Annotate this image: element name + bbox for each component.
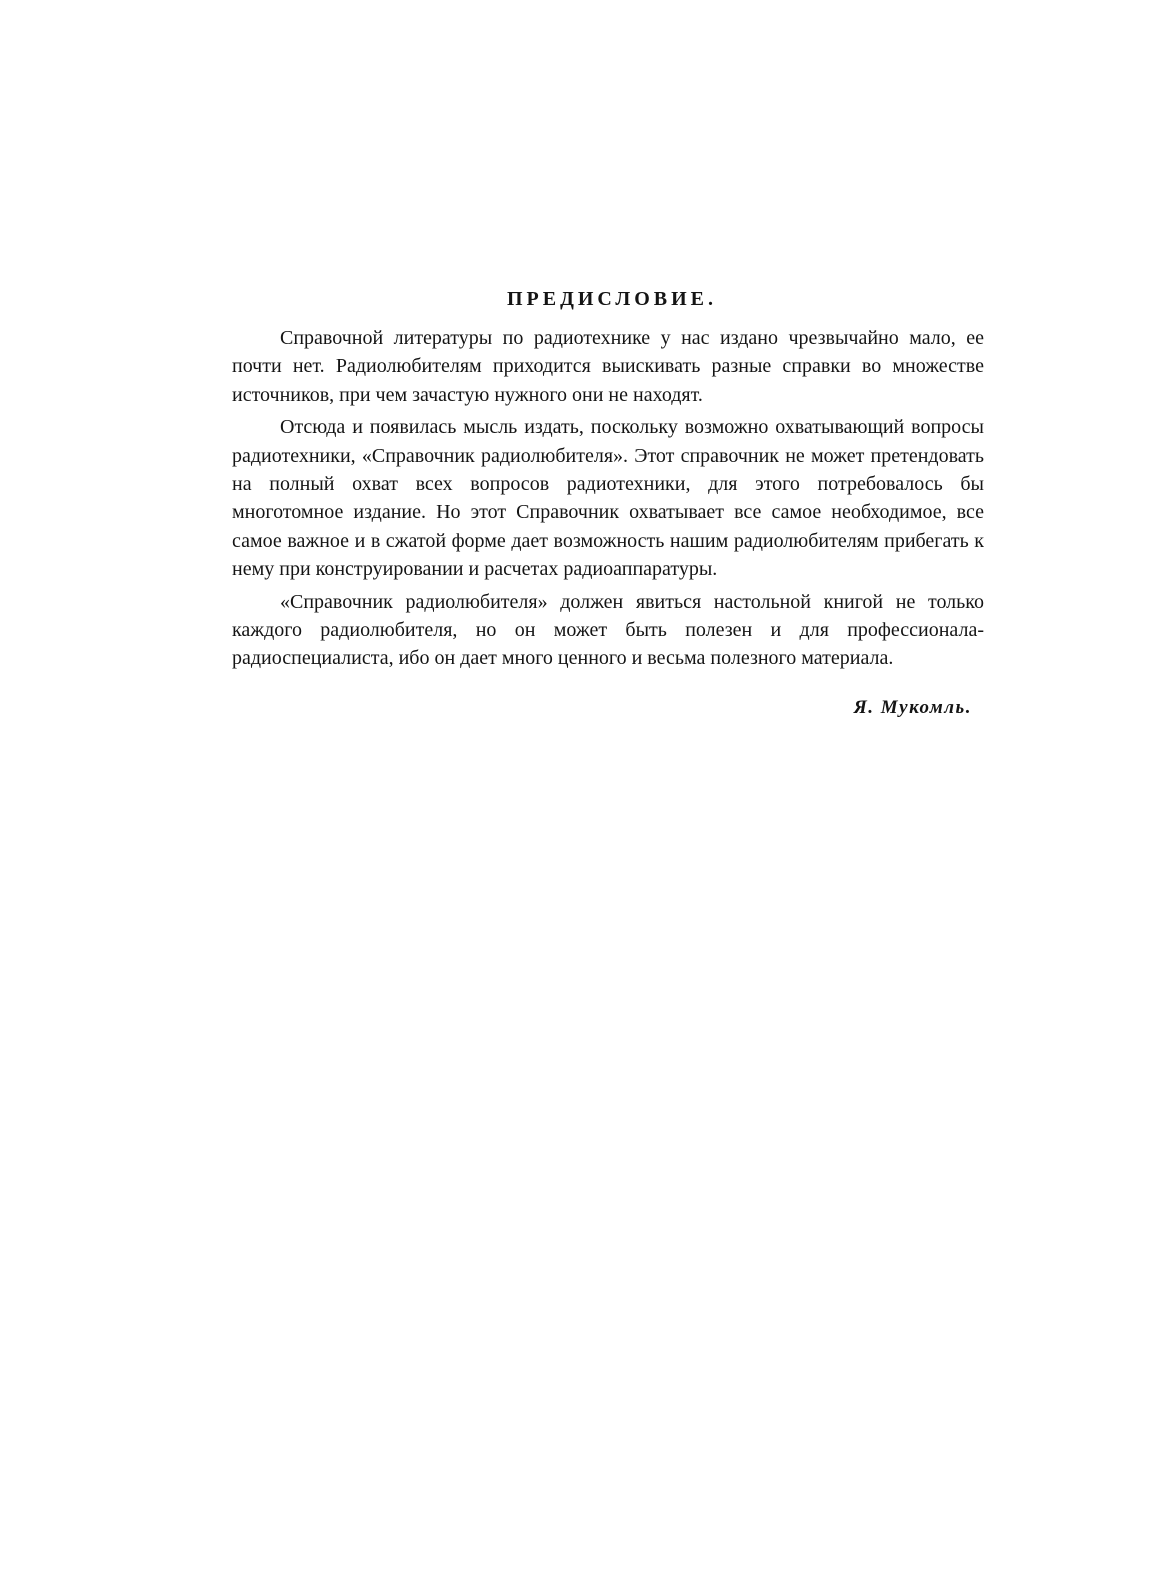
paragraph: Справочной литературы по радиотехнике у нас издано чрезвычайно мало, ее почти нет. Радиолюбителям приходится выискивать разные справки во множестве источников, при чем зачастую нужного они не находят. — [232, 327, 984, 406]
paragraph: Отсюда и появилась мысль издать, поскольку возможно охватывающий вопросы радиотехники, «Справочник радиолюбителя». Этот справочник не может претендовать на полный охват всех вопросов радиотехники, для этого потребовалось бы многотомное издание. Но этот Справочник охватывает все самое необходимое, все самое важное и в сжатой форме дает возможность нашим радиолюбителям прибегать к нему при конструировании и расчетах радиоаппаратуры. — [232, 416, 984, 581]
preface-block — [232, 286, 984, 719]
author-signature: Я. Мукомль. — [853, 696, 972, 718]
page-title: ПРЕДИСЛОВИЕ. — [506, 288, 718, 310]
paragraph: «Справочник радиолюбителя» должен явиться настольной книгой не только каждого радиолюбителя, но он может быть полезен и для профессионала-радиоспециалиста, ибо он дает много ценного и весьма полезного материала. — [232, 590, 984, 670]
